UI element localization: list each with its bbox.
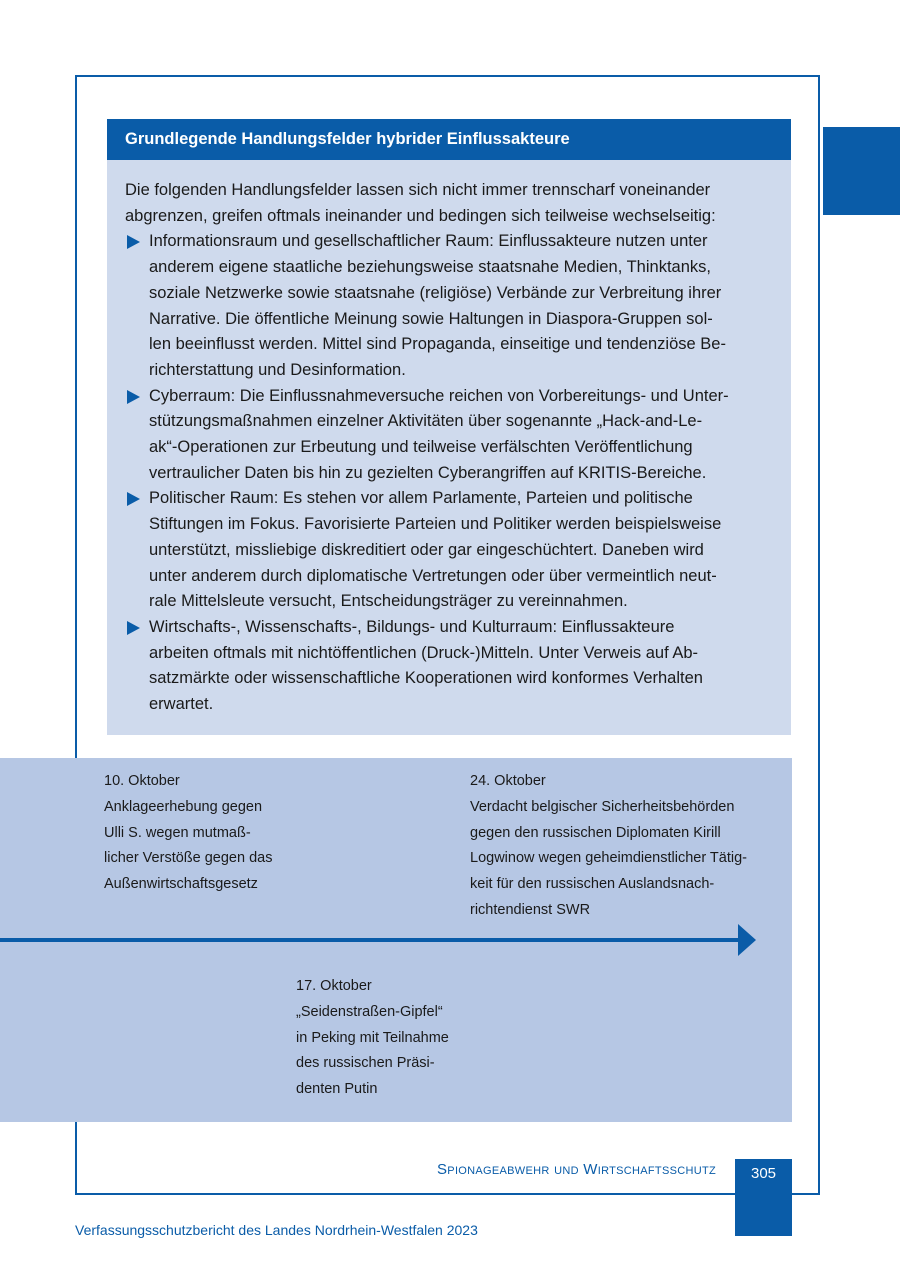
item-line: erwartet. (149, 695, 214, 714)
info-box (107, 119, 791, 735)
item-line: rale Mittelsleute versucht, Entscheidungsträger zu vereinnahmen. (149, 592, 628, 611)
item-line: arbeiten oftmals mit nichtöffentlichen (Druck-)Mitteln. Unter Verweis auf Ab- (149, 643, 699, 662)
intro-paragraph (125, 178, 773, 229)
event-text-line: licher Verstöße gegen das (104, 850, 273, 867)
event-date: 17. Oktober (296, 978, 372, 994)
item-line: Stiftungen im Fokus. Favorisierte Parteien und Politiker werden beispielsweise (149, 515, 722, 534)
section-title: Spionageabwehr und Wirtschaftsschutz (437, 1161, 716, 1178)
item-line: richterstattung und Desinformation. (149, 360, 406, 379)
event-text-line: des russischen Präsi- (296, 1055, 435, 1072)
timeline (0, 758, 792, 1122)
item-line: Wirtschafts-, Wissenschafts-, Bildungs- und Kulturraum: Einflussakteure (149, 617, 675, 636)
item-line: soziale Netzwerke sowie staatsnahe (religiöse) Verbände zur Verbreitung ihrer (149, 283, 722, 302)
timeline-event-oct-24 (470, 769, 747, 924)
item-line: unter anderem durch diplomatische Vertretungen oder über vermeintlich neut- (149, 566, 717, 585)
triangle-right-icon (127, 492, 140, 506)
info-box-title: Grundlegende Handlungsfelder hybrider Einflussakteure (107, 119, 791, 160)
event-text-line: Logwinow wegen geheimdienstlicher Tätig- (470, 850, 748, 867)
triangle-right-icon (127, 390, 140, 404)
event-text-line: in Peking mit Teilnahme (296, 1029, 449, 1046)
page-number: 305 (735, 1159, 792, 1236)
item-line: Politischer Raum: Es stehen vor allem Parlamente, Parteien und politische (149, 489, 693, 508)
list-item-information-space (125, 229, 773, 383)
intro-line: abgrenzen, greifen oftmals ineinander und bedingen sich teilweise wechselseitig: (125, 206, 716, 225)
item-line: len beeinflusst werden. Mittel sind Propaganda, einseitige und tendenziöse Be- (149, 335, 726, 354)
event-text-line: Außenwirtschaftsgesetz (104, 876, 258, 893)
event-text-line: keit für den russischen Auslandsnach- (470, 876, 715, 893)
event-date: 10. Oktober (104, 773, 180, 789)
arrow-right-icon (738, 924, 756, 956)
timeline-axis (0, 938, 740, 942)
item-line: stützungsmaßnahmen einzelner Aktivitäten über sogenannte „Hack-and-Le- (149, 412, 703, 431)
event-text-line: gegen den russischen Diplomaten Kirill (470, 824, 721, 841)
event-text-line: Verdacht belgischer Sicherheitsbehörden (470, 798, 735, 815)
info-box-body (107, 160, 791, 718)
item-line: vertraulicher Daten bis hin zu gezielten Cyberangriffen auf KRITIS-Bereiche. (149, 463, 707, 482)
list-item-cyberspace (125, 384, 773, 487)
event-text-line: richtendienst SWR (470, 901, 591, 918)
item-line: ak“-Operationen zur Erbeutung und teilweise verfälschten Veröffentlichung (149, 438, 693, 457)
intro-line: Die folgenden Handlungsfelder lassen sich nicht immer trennscharf voneinander (125, 181, 711, 199)
item-line: anderem eigene staatliche beziehungsweise staatsnahe Medien, Thinktanks, (149, 258, 711, 277)
event-text-line: denten Putin (296, 1081, 378, 1098)
item-line: Informationsraum und gesellschaftlicher Raum: Einflussakteure nutzen unter (149, 232, 708, 251)
list-item-political-space (125, 486, 773, 615)
publication-title: Verfassungsschutzbericht des Landes Nordrhein-Westfalen 2023 (75, 1222, 478, 1238)
triangle-right-icon (127, 235, 140, 249)
item-line: unterstützt, missliebige diskreditiert oder gar eingeschüchtert. Daneben wird (149, 540, 704, 559)
event-text-line: „Seidenstraßen-Gipfel“ (296, 1003, 443, 1020)
item-line: satzmärkte oder wissenschaftliche Kooperationen wird konformes Verhalten (149, 669, 703, 688)
timeline-event-oct-17 (296, 974, 449, 1103)
event-date: 24. Oktober (470, 773, 546, 789)
triangle-right-icon (127, 621, 140, 635)
item-line: Narrative. Die öffentliche Meinung sowie Haltungen in Diaspora-Gruppen sol- (149, 309, 713, 328)
fields-list (125, 229, 773, 717)
item-line: Cyberraum: Die Einflussnahmeversuche reichen von Vorbereitungs- und Unter- (149, 386, 729, 405)
event-text-line: Anklageerhebung gegen (104, 798, 263, 815)
event-text-line: Ulli S. wegen mutmaß- (104, 824, 251, 841)
chapter-tab (823, 127, 900, 215)
timeline-event-oct-10 (104, 769, 272, 898)
list-item-economic-space (125, 615, 773, 718)
